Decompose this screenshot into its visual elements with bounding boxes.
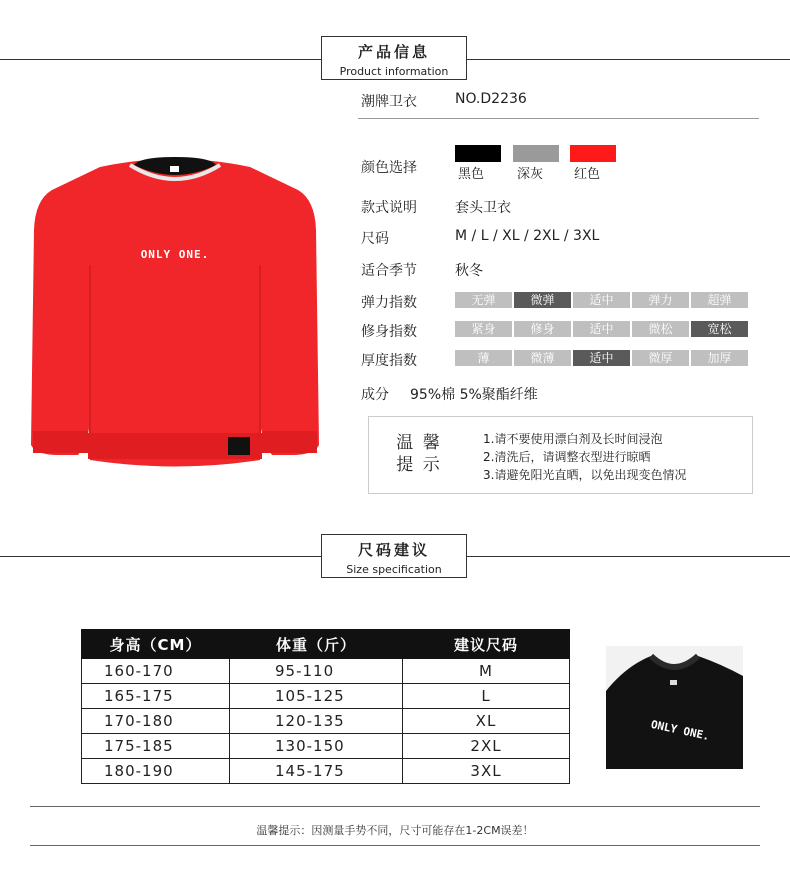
care-title-line2: 提 示 xyxy=(396,455,442,475)
fit-scale xyxy=(455,321,748,337)
cell-size: 2XL xyxy=(403,734,570,759)
size-spec-title-cn: 尺码建议 xyxy=(357,541,430,559)
product-info-title-cn: 产品信息 xyxy=(357,43,430,61)
color-label: 颜色选择 xyxy=(361,160,417,176)
elasticity-level: 无弹 xyxy=(455,292,512,308)
fit-label: 修身指数 xyxy=(361,324,417,340)
elasticity-level: 适中 xyxy=(573,292,630,308)
cell-weight: 95-110 xyxy=(230,659,403,684)
style-value: 套头卫衣 xyxy=(455,200,511,216)
thickness-level: 薄 xyxy=(455,350,512,366)
black-sweatshirt-detail-image xyxy=(606,646,743,769)
cell-height: 170-180 xyxy=(82,709,230,734)
cell-size: M xyxy=(403,659,570,684)
thickness-level: 微薄 xyxy=(514,350,571,366)
header-height: 身高（CM） xyxy=(82,630,230,659)
size-table xyxy=(81,629,570,784)
care-note: 1.请不要使用漂白剂及长时间浸泡 xyxy=(483,432,663,446)
fit-level: 适中 xyxy=(573,321,630,337)
table-row xyxy=(82,734,570,759)
cell-weight: 105-125 xyxy=(230,684,403,709)
season-label: 适合季节 xyxy=(361,263,417,279)
detail-shirt-print-text: ONLY ONE. xyxy=(649,717,711,744)
elasticity-level-selected: 微弹 xyxy=(514,292,571,308)
thickness-label: 厚度指数 xyxy=(361,353,417,369)
product-info-title-en: Product information xyxy=(339,65,449,78)
cell-weight: 130-150 xyxy=(230,734,403,759)
sizes-value: M / L / XL / 2XL / 3XL xyxy=(455,228,600,244)
footer-note: 温馨提示：因测量手势不同，尺寸可能存在1-2CM误差！ xyxy=(256,824,534,837)
style-label: 款式说明 xyxy=(361,200,417,216)
cell-size: 3XL xyxy=(403,759,570,784)
shirt-print-text: ONLY ONE. xyxy=(140,248,210,261)
care-note: 3.请避免阳光直晒，以免出现变色情况 xyxy=(483,468,687,482)
product-code: NO.D2236 xyxy=(455,91,527,107)
footer-top-line xyxy=(30,806,760,807)
color-name-red: 红色 xyxy=(574,167,601,182)
color-name-gray: 深灰 xyxy=(517,167,544,182)
thickness-level: 加厚 xyxy=(691,350,748,366)
cell-height: 165-175 xyxy=(82,684,230,709)
cell-height: 180-190 xyxy=(82,759,230,784)
table-row xyxy=(82,759,570,784)
material-label: 成分 xyxy=(361,387,389,403)
cell-weight: 145-175 xyxy=(230,759,403,784)
color-swatch-gray[interactable] xyxy=(513,145,559,162)
table-row xyxy=(82,684,570,709)
cell-height: 175-185 xyxy=(82,734,230,759)
material-value: 95%棉 5%聚酯纤维 xyxy=(410,387,538,403)
red-sweatshirt-image xyxy=(30,155,320,470)
elasticity-level: 超弹 xyxy=(691,292,748,308)
size-table-header xyxy=(82,630,570,659)
care-notes-box xyxy=(368,416,753,494)
thickness-level-selected: 适中 xyxy=(573,350,630,366)
elasticity-label: 弹力指数 xyxy=(361,295,417,311)
fit-level: 微松 xyxy=(632,321,689,337)
care-note: 2.清洗后，请调整衣型进行晾晒 xyxy=(483,450,651,464)
color-swatch-black[interactable] xyxy=(455,145,501,162)
table-row xyxy=(82,659,570,684)
care-title-line1: 温 馨 xyxy=(396,433,442,453)
fit-level-selected: 宽松 xyxy=(691,321,748,337)
color-swatch-red[interactable] xyxy=(570,145,616,162)
product-name-underline xyxy=(358,118,759,119)
fit-level: 紧身 xyxy=(455,321,512,337)
fit-level: 修身 xyxy=(514,321,571,337)
size-spec-title-en: Size specification xyxy=(346,563,442,576)
color-name-black: 黑色 xyxy=(458,167,485,182)
footer-bottom-line xyxy=(30,845,760,846)
sizes-label: 尺码 xyxy=(361,231,389,247)
cell-size: XL xyxy=(403,709,570,734)
thickness-scale xyxy=(455,350,748,366)
product-info-title xyxy=(321,36,467,80)
season-value: 秋冬 xyxy=(455,263,483,279)
care-notes-list xyxy=(483,430,686,484)
header-weight: 体重（斤） xyxy=(230,630,403,659)
cell-weight: 120-135 xyxy=(230,709,403,734)
product-name-label: 潮牌卫衣 xyxy=(361,94,417,110)
care-notes-title xyxy=(389,432,449,476)
thickness-level: 微厚 xyxy=(632,350,689,366)
elasticity-level: 弹力 xyxy=(632,292,689,308)
header-size: 建议尺码 xyxy=(403,630,570,659)
cell-height: 160-170 xyxy=(82,659,230,684)
cell-size: L xyxy=(403,684,570,709)
table-row xyxy=(82,709,570,734)
elasticity-scale xyxy=(455,292,748,308)
size-spec-title xyxy=(321,534,467,578)
